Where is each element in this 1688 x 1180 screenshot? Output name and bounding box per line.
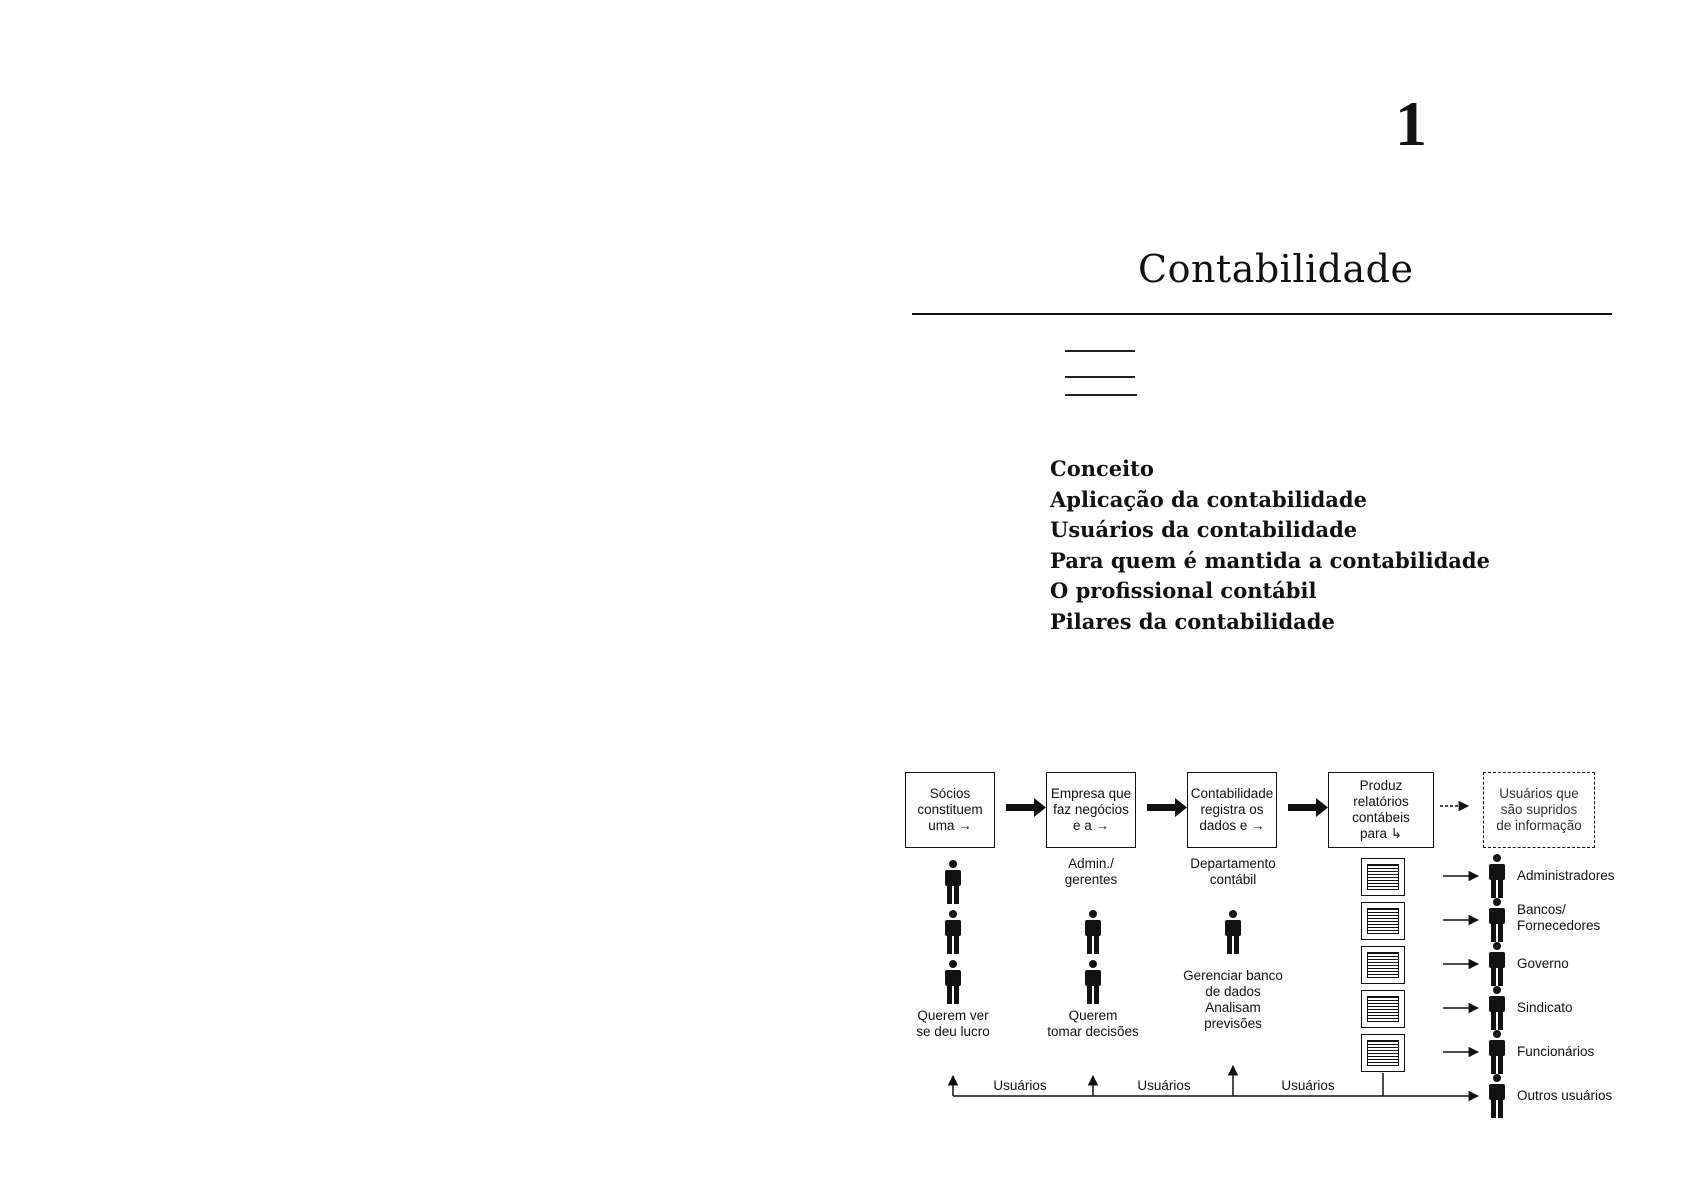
chapter-number: 1: [1395, 88, 1427, 159]
user-label-other-users: Outros usuários: [1517, 1088, 1613, 1103]
decorative-lines: [1065, 350, 1140, 402]
company-box-label: Empresa que faz negócios e a →: [1050, 786, 1132, 833]
person-icon: [1487, 898, 1507, 942]
toc-item: O profissional contábil: [1050, 578, 1317, 604]
accounting-box-label: Contabilidade registra os dados e →: [1190, 786, 1274, 833]
person-icon: [1487, 1074, 1507, 1118]
person-icon: [1487, 986, 1507, 1030]
user-label-employees: Funcionários: [1517, 1044, 1595, 1059]
partners-box: [905, 772, 995, 848]
chapter-title: Contabilidade: [1138, 247, 1414, 291]
person-icon: [943, 960, 963, 1004]
toc-item: Conceito: [1050, 456, 1154, 481]
report-document-icon: [1361, 1034, 1405, 1072]
person-icon: [1083, 960, 1103, 1004]
user-label-administrators: Administradores: [1517, 868, 1615, 883]
partners-caption: Querem ver se deu lucro: [916, 1008, 990, 1039]
bottom-users-label: Usuários: [1281, 1078, 1335, 1093]
partners-box-label: Sócios constituem uma →: [917, 786, 983, 833]
report-document-icon: [1361, 902, 1405, 940]
reports-box-label: Produz relatórios contábeis para ↳: [1352, 778, 1410, 841]
company-box: [1046, 772, 1136, 848]
toc-item: Para quem é mantida a contabilidade: [1050, 547, 1490, 573]
report-document-icon: [1361, 858, 1405, 896]
report-document-icon: [1361, 946, 1405, 984]
bottom-users-label: Usuários: [1137, 1078, 1191, 1093]
person-icon: [943, 860, 963, 904]
person-icon: [1083, 910, 1103, 954]
accounting-box: [1187, 772, 1277, 848]
informed-users-box: [1483, 772, 1595, 848]
person-icon: [943, 910, 963, 954]
person-icon: [1487, 942, 1507, 986]
toc-item: Aplicação da contabilidade: [1050, 486, 1367, 512]
accounting-dept-label: Departamento contábil: [1190, 856, 1276, 887]
managers-label: Admin./ gerentes: [1064, 856, 1118, 887]
toc-item: Usuários da contabilidade: [1050, 517, 1358, 543]
accounting-dept-caption: Gerenciar banco de dados Analisam previsões: [1183, 968, 1283, 1031]
person-icon: [1223, 910, 1243, 954]
user-label-banks-suppliers: Bancos/ Fornecedores: [1517, 902, 1601, 933]
user-label-union: Sindicato: [1517, 1000, 1573, 1015]
accounting-flow-diagram: [905, 768, 1625, 1123]
reports-box: [1328, 772, 1434, 848]
chapter-contents-list: [1050, 454, 1490, 638]
informed-users-box-label: Usuários que são supridos de informação: [1496, 786, 1582, 833]
title-divider: [912, 313, 1612, 315]
report-document-icon: [1361, 990, 1405, 1028]
user-label-government: Governo: [1517, 956, 1569, 971]
person-icon: [1487, 854, 1507, 898]
person-icon: [1487, 1030, 1507, 1074]
toc-item: Pilares da contabilidade: [1050, 608, 1335, 634]
managers-caption: Querem tomar decisões: [1047, 1008, 1139, 1039]
bottom-users-label: Usuários: [993, 1078, 1047, 1093]
